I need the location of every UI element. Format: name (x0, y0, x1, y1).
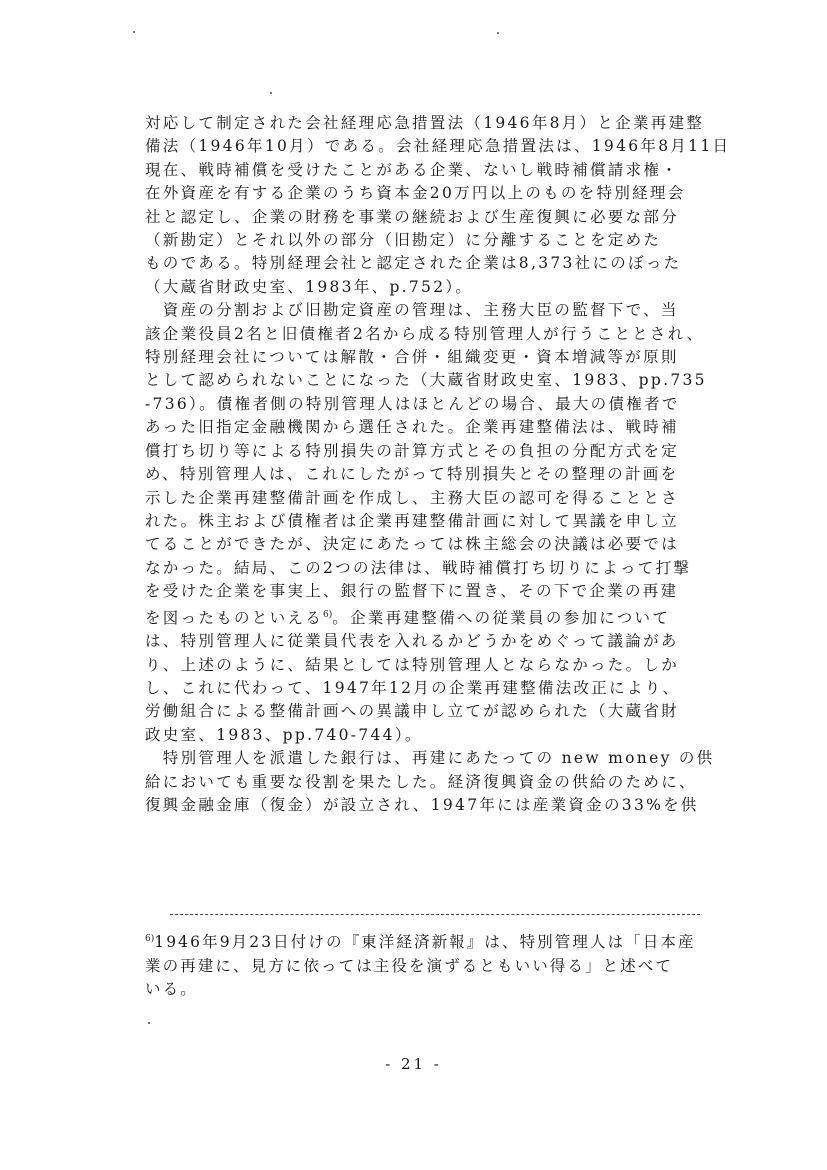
text-line: り、上述のように、結果としては特別管理人とならなかった。しか (145, 655, 680, 674)
scan-speck (270, 92, 272, 94)
text-line: 特別経理会社については解散・合併・組織変更・資本増減等が原則 (145, 348, 679, 367)
text-line: として認められないことになった（大蔵省財政史室、1983、pp.735 (145, 371, 707, 390)
footnote (145, 928, 705, 1002)
text-line: し、これに代わって、1947年12月の企業再建整備法改正により、 (145, 678, 681, 697)
text-fragment: を図ったものといえる (145, 608, 324, 627)
text-line: 該企業役員2名と旧債権者2名から成る特別管理人が行うこととされ、 (145, 324, 705, 343)
text-line: 備法（1946年10月）である。会社経理応急措置法は、1946年8月11日 (145, 137, 731, 156)
scan-speck (148, 1022, 150, 1024)
text-line: -736）。債権者側の特別管理人はほとんどの場合、最大の債権者で (145, 394, 680, 413)
footnote-line: いる。 (145, 980, 198, 999)
text-line: 復興金融金庫（復金）が設立され、1947年には産業資金の33%を供 (145, 795, 699, 814)
footnote-reference[interactable]: 6) (323, 609, 333, 620)
text-line: 特別管理人を派遣した銀行は、再建にあたっての new money の供 (145, 749, 715, 768)
text-line: （大蔵省財政史室、1983年、p.752）。 (145, 277, 474, 296)
text-line: は、特別管理人に従業員代表を入れるかどうかをめぐって議論があ (145, 632, 679, 651)
page-number: - 21 - (385, 1055, 442, 1073)
text-line: なかった。結局、この2つの法律は、戦時補償打ち切りによって打撃 (145, 558, 692, 577)
footnote-line: 業の再建に、見方に依っては主役を演ずるともいい得る」と述べて (145, 956, 674, 975)
text-line: ものである。特別経理会社と認定された企業は8,373社にのぼった (145, 254, 682, 273)
body-text (145, 112, 731, 817)
text-line-with-footnote (145, 604, 705, 631)
text-line: 対応して制定された会社経理応急措置法（1946年8月）と企業再建整 (145, 114, 705, 132)
scan-speck (133, 31, 135, 33)
text-line: 給においても重要な役割を果たした。経済復興資金の供給のために、 (145, 772, 697, 791)
text-line: 政史室、1983、pp.740-744）。 (145, 725, 423, 744)
footnote-text: 1946年9月23日付けの『東洋経済新報』は、特別管理人は「日本産 (154, 933, 696, 952)
text-line: れた。株主および債権者は企業再建整備計画に対して異議を申し立 (145, 511, 680, 530)
scan-speck (497, 32, 499, 34)
footnote-marker: 6) (145, 934, 155, 944)
text-line: 示した企業再建整備計画を作成し、主務大臣の認可を得ることとさ (145, 488, 680, 507)
text-line: を受けた企業を事実上、銀行の監督下に置き、その下で企業の再建 (145, 582, 679, 601)
footnote-divider (170, 914, 700, 915)
text-line: 資産の分割および旧勘定資産の管理は、主務大臣の監督下で、当 (145, 301, 679, 320)
text-line: てることができたが、決定にあたっては株主総会の決議は必要では (145, 535, 680, 554)
footnote-line (145, 928, 705, 955)
text-fragment: 。企業再建整備への従業員の参加について (332, 608, 671, 627)
text-line: め、特別管理人は、これにしたがって特別損失とその整理の計画を (145, 465, 679, 484)
text-line: あった旧指定金融機関から選任された。企業再建整備法は、戦時補 (145, 418, 679, 437)
text-line: 現在、戦時補償を受けたことがある企業、ないし戦時補償請求権・ (145, 160, 680, 179)
text-line: 社と認定し、企業の財務を事業の継続および生産復興に必要な部分 (145, 207, 680, 226)
text-line: 償打ち切り等による特別損失の計算方式とその負担の分配方式を定 (145, 441, 680, 460)
text-line: 在外資産を有する企業のうち資本金20万円以上のものを特別経理会 (145, 184, 686, 203)
text-line: （新勘定）とそれ以外の部分（旧勘定）に分離することを定めた (145, 231, 662, 250)
text-line: 労働組合による整備計画への異議申し立てが認められた（大蔵省財 (145, 702, 680, 721)
